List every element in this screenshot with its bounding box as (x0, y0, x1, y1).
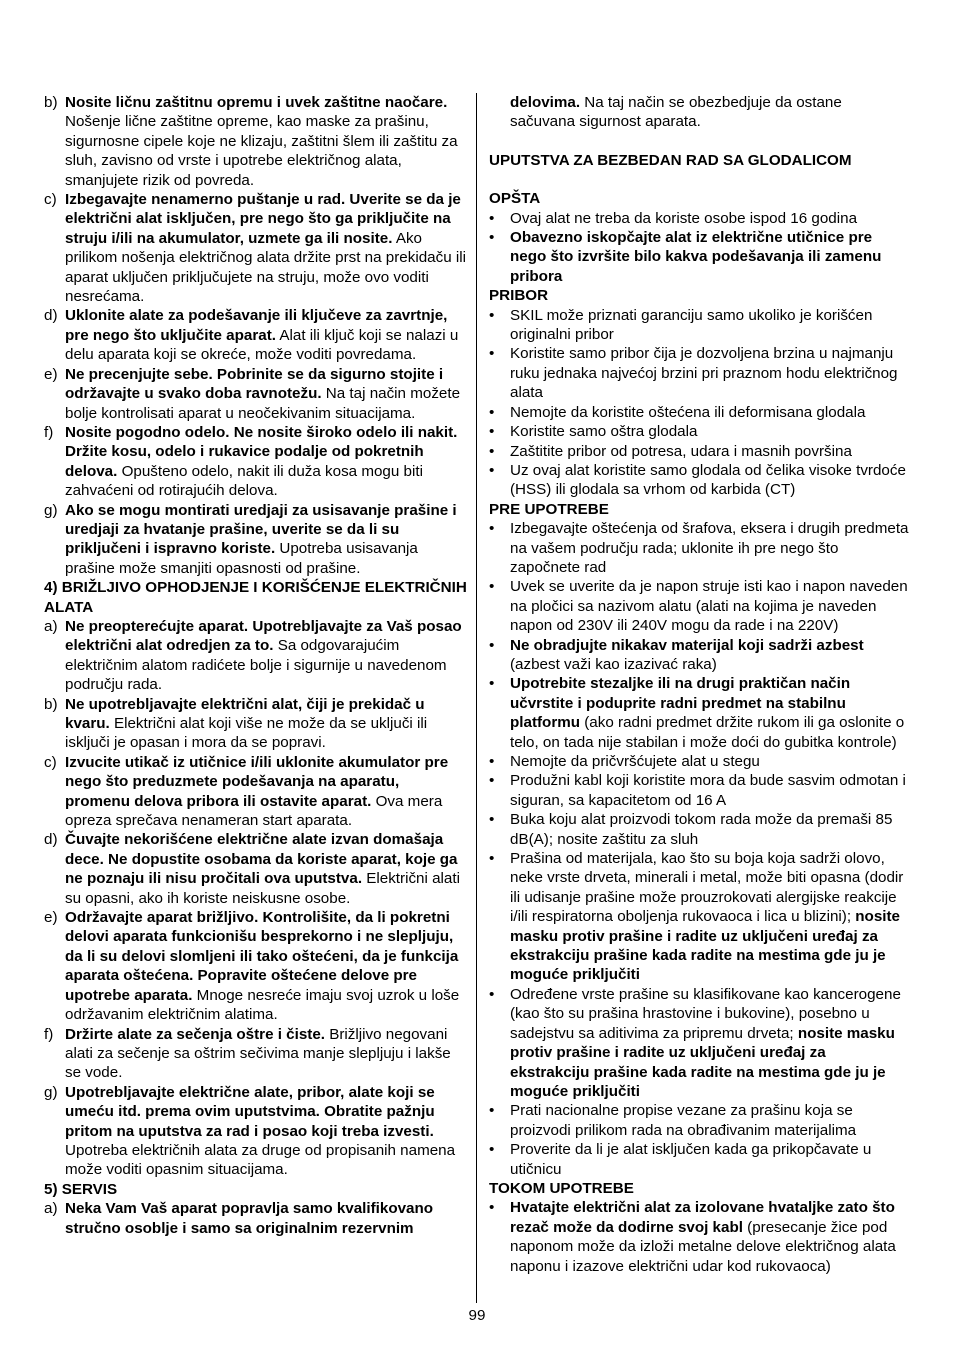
bullet-item (489, 442, 909, 461)
left-column (44, 93, 468, 1238)
section-heading: PRE UPOTREBE (489, 500, 609, 518)
body-text: SKIL može priznati garanciju samo ukoliko je korišćen originalni pribor (510, 306, 873, 344)
bullet-item (489, 985, 909, 1101)
bullet-item (489, 422, 909, 441)
continued-text (489, 93, 909, 132)
bold-text: Izbegavajte nenamerno puštanje u rad. Uverite se da je električni alat isključen, pre nego što ga priključite na struju i/ili na akumulator, uzmete ga ili nosite. (65, 191, 461, 247)
bullet-item (489, 674, 909, 752)
bullet-icon: • (489, 985, 495, 1003)
item-label: a) (44, 617, 58, 635)
bullet-icon: • (489, 1102, 495, 1120)
body-text: Ova mera opreza sprečava nenameran start aparata. (65, 792, 443, 830)
body-text: Ako prilikom nošenja električnog alata držite prst na prekidaču ili aparat uključen priključujete na struju, može ovo voditi nesrećama. (65, 229, 466, 306)
bullet-icon: • (489, 1141, 495, 1159)
bullet-icon: • (489, 423, 495, 441)
list-item (44, 1025, 468, 1083)
list-item (44, 190, 468, 306)
body-text: Sa odgovarajućim električnim alatom radićete bolje i sigurnije u navedenom području rada. (65, 637, 447, 694)
body-text: Nošenje lične zaštitne opreme, kao maske za prašinu, sigurnosne cipele koje ne klizaju, zaštitni šlem ili zaštitu za sluh, zavisno od vrste i upotrebe električnog alata, smanjujete rizik od povreda. (65, 113, 458, 189)
body-text: (azbest važi kao izazivać raka) (510, 655, 717, 673)
body-text: Proverite da li je alat isključen kada ga prikopčavate u utičnicu (510, 1141, 872, 1178)
body-text: Nemojte da pričvršćujete alat u stegu (510, 753, 760, 770)
bullet-icon: • (489, 403, 495, 421)
bullet-item (489, 577, 909, 635)
bullet-item (489, 1140, 909, 1179)
bold-text: Držirte alate za sečenja oštre i čiste. (65, 1025, 326, 1043)
item-label: c) (44, 191, 57, 209)
item-label: b) (44, 695, 58, 713)
bold-text: Izvucite utikač iz utičnice i/ili uklonite akumulator pre nego što preduzmete podešavanja na aparatu, promenu delova pribora ili ostavite aparat. (65, 753, 449, 810)
bold-text: Upotrebljavajte električne alate, pribor, alate koji se umeću itd. prema ovim uputstvima. Obratite pažnju pritom na uputstva za rad i posao koji treba izvesti. (65, 1083, 435, 1140)
bullet-icon: • (489, 675, 495, 693)
section-heading: UPUTSTVA ZA BEZBEDAN RAD SA GLODALICOM (489, 151, 852, 169)
right-column (489, 93, 909, 1276)
body-text: Ovaj alat ne treba da koriste osobe ispod 16 godina (510, 209, 858, 227)
bold-text: Ne precenjujte sebe. Pobrinite se da sigurno stojite i održavajte u svako doba ravnotežu. (65, 365, 444, 403)
spacer (489, 132, 909, 151)
body-text: Na taj način se obezbedjuje da ostane sačuvana sigurnost aparata. (510, 94, 842, 131)
bullet-item (489, 849, 909, 985)
bullet-item (489, 810, 909, 849)
bullet-icon: • (489, 345, 495, 363)
bullet-icon: • (489, 209, 495, 227)
bold-text: Upotrebite stezaljke ili na drugi praktičan način učvrstite i poduprite radni predmet na stabilnu platformu (510, 675, 851, 732)
section-heading: 5) SERVIS (44, 1180, 118, 1198)
body-text: Izbegavajte oštećenja od šrafova, eksera i drugih predmeta na vašem području rada; uklonite ih pre nego što započnete rad (510, 520, 909, 576)
list-item (44, 617, 468, 695)
body-text: Mnoge nesreće imaju svoj uzrok u loše održavanim električnim alatima. (65, 986, 460, 1024)
list-item (44, 753, 468, 831)
bold-text: Obavezno iskopčajte alat iz električne utičnice pre nego što izvršite bilo kakva podešavanja ili zamenu pribora (510, 229, 882, 285)
bold-text: Ne obradjujte nikakav materijal koji sadrži azbest (510, 636, 864, 654)
body-text: Električni alati su opasni, ako ih koriste neiskusne osobe. (65, 870, 460, 907)
list-item (44, 695, 468, 753)
item-label: g) (44, 501, 58, 519)
bullet-icon: • (489, 520, 495, 538)
list-item (44, 306, 468, 364)
body-text: Upotreba električnih alata za druge od propisanih namena može voditi opasnim situacijama. (65, 1141, 456, 1179)
body-text: Nemojte da koristite oštećena ili deformisana glodala (510, 403, 866, 421)
bold-text: Čuvajte nekorišćene električne alate izvan domašaja dece. Ne dopustite osobama da koriste aparat, koje ga ne poznaju ili nisu pročitali ova uputstva. (65, 831, 458, 888)
bullet-item (489, 636, 909, 675)
item-label: e) (44, 909, 58, 927)
bold-text: Ne preopterećujte aparat. Upotrebljavajte za Vaš posao električni alat odredjen za to. (65, 617, 462, 655)
item-label: b) (44, 94, 58, 111)
bullet-item (489, 771, 909, 810)
body-text: Prati nacionalne propise vezane za prašinu koja se proizvodi prilikom rada na obrađivanim materijalima (510, 1102, 857, 1139)
list-item (44, 1199, 468, 1238)
bullet-icon: • (489, 461, 495, 479)
bold-text: nosite masku protiv prašine i radite uz uključeni uređaj za ekstrakciju prašine kada radite na mestima gde ju je moguće priključiti (510, 1024, 895, 1100)
bullet-icon: • (489, 1199, 495, 1217)
section-heading: OPŠTA (489, 190, 541, 208)
body-text: Buka koju alat proizvodi tokom rada može da premaši 85 dB(A); nosite zaštitu za sluh (510, 811, 893, 848)
list-item (44, 501, 468, 579)
bullet-item (489, 209, 909, 228)
bullet-item (489, 344, 909, 402)
bullet-icon: • (489, 772, 495, 790)
list-item (44, 1083, 468, 1180)
body-text: Određene vrste prašine su klasifikovane kao kancerogene (kao što su prašina hrastovine i bukovine), posebno u sadejstvu sa aditivima za pripremu drveta; (510, 985, 901, 1042)
bold-text: Ako se mogu montirati uredjaji za usisavanje prašine i uredjaji za hvatanje prašine, uverite se da li su priključeni i ispravno koriste. (65, 501, 457, 558)
body-text: Na taj način možete bolje kontrolisati aparat u neočekivanim situacijama. (65, 385, 461, 422)
list-item (44, 423, 468, 501)
item-label: d) (44, 831, 58, 849)
item-label: a) (44, 1200, 58, 1218)
body-text: Uvek se uverite da je napon struje isti kao i napon naveden na pločici sa nazivom alatu (alati na kojima je naveden napon od 230V ili 240V mogu da rade i na 220V) (510, 578, 908, 635)
bold-text: Uklonite alate za podešavanje ili ključeve za zavrtnje, pre nego što uključite aparat. (65, 307, 448, 344)
bullet-item (489, 752, 909, 771)
list-item (44, 93, 468, 190)
bullet-icon: • (489, 753, 495, 770)
item-label: c) (44, 753, 57, 771)
bullet-item (489, 1101, 909, 1140)
bold-text: Nosite ličnu zaštitnu opremu i uvek zaštitne naočare. (65, 94, 448, 111)
section-heading: TOKOM UPOTREBE (489, 1179, 634, 1197)
bullet-icon: • (489, 636, 495, 654)
bold-text: Održavajte aparat brižljivo. Kontrolišite, da li pokretni delovi aparata funkcionišu besprekorno i ne slepljuju, da li su delovi slomljeni ili tako oštećeni, da je funkcija aparata oštećena. Popravite oštećene delove pre upotrebe aparata. (65, 909, 459, 1004)
bold-text: Hvatajte električni alat za izolovane hvataljke zato što rezač može da dodirne svoj kabl (510, 1199, 895, 1236)
body-text: Opušteno odelo, nakit ili duža kosa mogu biti zahvaćeni od rotirajućih delova. (65, 462, 423, 500)
body-text: (ako radni predmet držite rukom ili ga oslonite o telo, on tada nije stabilan i može doći do gubitka kontrole) (510, 714, 905, 751)
column-divider (476, 93, 477, 1303)
list-item (44, 830, 468, 908)
item-label: f) (44, 423, 54, 441)
body-text: Električni alat koji više ne može da se uključi ili isključi je opasan i mora da se popravi. (65, 715, 428, 752)
spacer (489, 170, 909, 189)
bold-text: Neka Vam Vaš aparat popravlja samo kvalifikovano stručno osoblje i samo sa originalnim rezervnim (65, 1200, 434, 1237)
body-text: Upotreba usisavanja prašine može smanjiti opasnosti od prašine. (65, 540, 418, 577)
bullet-item (489, 461, 909, 500)
body-text: Prašina od materijala, kao što su boja koja sadrži olovo, neke vrste drveta, minerali i metal, može biti opasna (dodir ili udisanje prašine može prouzrokovati alergijske reakcije i/ili respiratorna oboljenja rukovaoca i lica u blizini); (510, 850, 904, 926)
body-text: (presecanje žice pod naponom može da izloži metalne delove električnog alata naponu i izazove električni udar kod rukovaoca) (510, 1218, 896, 1275)
bold-text: Ne upotrebljavajte električni alat, čiji je prekidač u kvaru. (65, 695, 425, 732)
item-label: d) (44, 307, 58, 325)
item-label: e) (44, 365, 58, 383)
item-label: f) (44, 1025, 54, 1043)
body-text: Alat ili ključ koji se nalazi u delu aparata koji se okreće, može voditi povredama. (65, 326, 459, 364)
bold-text: delovima. (510, 94, 581, 111)
body-text: Uz ovaj alat koristite samo glodala od čelika visoke tvrdoće (HSS) ili glodala sa vrhom od karbida (CT) (510, 461, 906, 499)
bullet-item (489, 403, 909, 422)
bullet-icon: • (489, 229, 495, 247)
body-text: Koristite samo pribor čija je dozvoljena brzina u najmanju ruku jednaka najvećoj brzini pri praznom hodu električnog alata (510, 345, 898, 402)
body-text: Produžni kabl koji koristite mora da bude sasvim odmotan i siguran, sa kapacitetom od 16 A (510, 772, 906, 809)
bullet-item (489, 1198, 909, 1276)
bullet-icon: • (489, 442, 495, 460)
body-text: Koristite samo oštra glodala (510, 423, 698, 441)
bullet-icon: • (489, 850, 495, 868)
item-label: g) (44, 1083, 58, 1101)
body-text: Zaštitite pribor od potresa, udara i masnih površina (510, 442, 852, 460)
bullet-item (489, 306, 909, 345)
section-heading: PRIBOR (489, 287, 549, 305)
list-item (44, 365, 468, 423)
bullet-item (489, 519, 909, 577)
bullet-icon: • (489, 811, 495, 829)
section-heading: 4) BRIŽLJIVO OPHODJENJE I KORIŠĆENJE ELEKTRIČNIH ALATA (44, 579, 467, 616)
page-number: 99 (468, 1307, 486, 1324)
bullet-icon: • (489, 578, 495, 596)
list-item (44, 908, 468, 1024)
bold-text: Nosite pogodno odelo. Ne nosite široko odelo ili nakit. Držite kosu, odelo i rukavice podalje od pokretnih delova. (65, 423, 458, 480)
bold-text: nosite masku protiv prašine i radite uz uključeni uređaj za ekstrakciju prašine kada radite na mestima gde ju je moguće priključiti (510, 908, 900, 984)
bullet-item (489, 228, 909, 286)
body-text: Brižljivo negovani alati za sečenje sa oštrim sečivima manje slepljuju i lakše se vode. (65, 1025, 451, 1082)
bullet-icon: • (489, 306, 495, 324)
